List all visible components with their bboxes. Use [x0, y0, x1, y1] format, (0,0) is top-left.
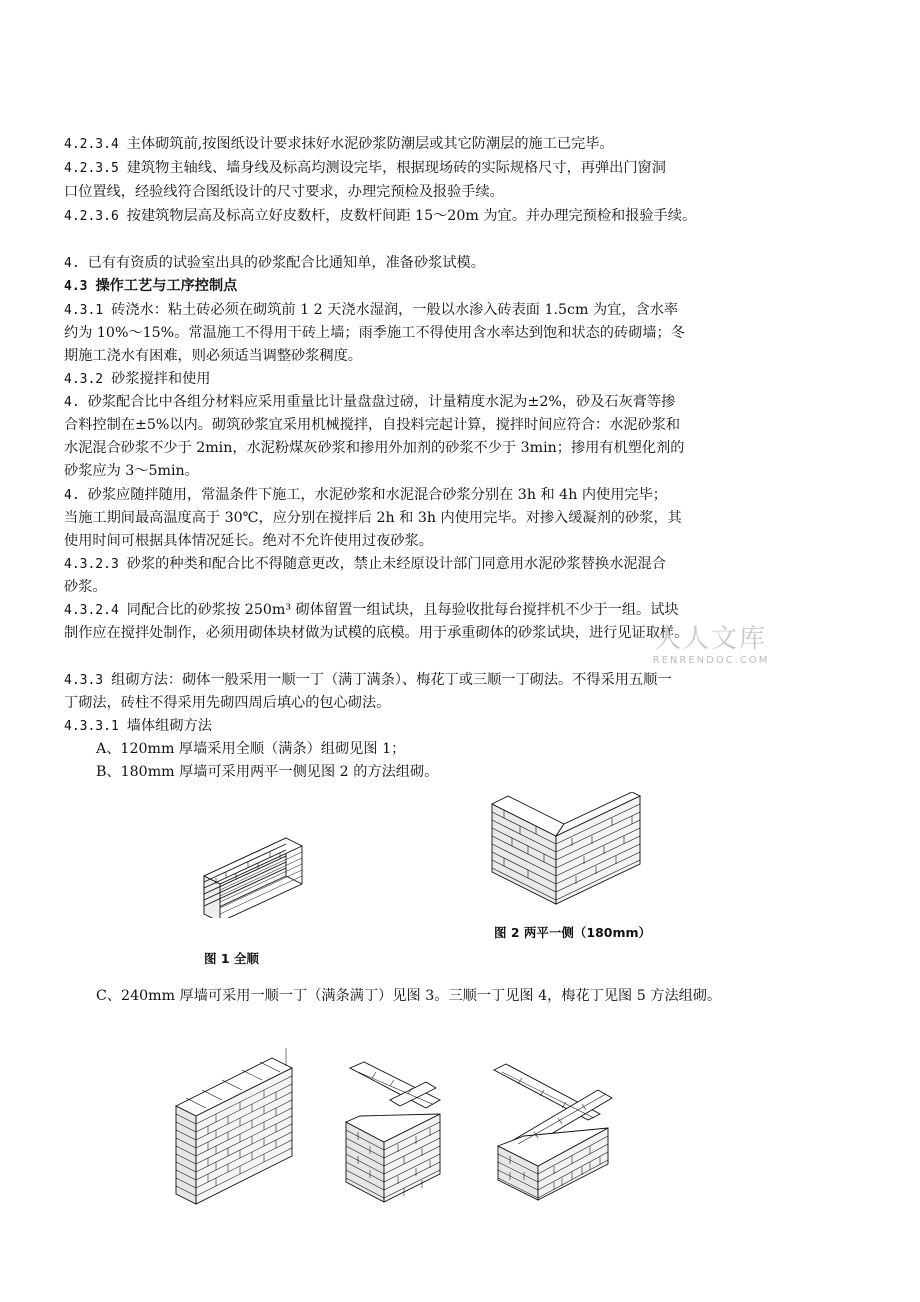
- para-mortar-ratio-notice: 4. 已有有资质的试验室出具的砂浆配合比通知单，准备砂浆试模。: [64, 255, 485, 271]
- para-4-3-1-cont2: 期施工浇水有困难，则必须适当调整砂浆稠度。: [64, 348, 362, 364]
- para-4-3-3-1: 4.3.3.1 墙体组砌方法: [64, 718, 212, 734]
- para-4-3-3-cont: 丁砌法，砖柱不得采用先砌四周后填心的包心砌法。: [64, 695, 391, 711]
- para-4-3-2-4-cont: 制作应在搅拌处制作，必须用砌体块材做为试模的底模。用于承重砌体的砂浆试块，进行见证取样。: [64, 625, 689, 641]
- para-4-3-1: 4.3.1 砖浇水：粘土砖必须在砌筑前 1 2 天浇水湿润，一般以水渗入砖表面 1.5cm 为宜，含水率: [64, 302, 679, 318]
- para-mortar-mix-cont3: 砂浆应为 3～5min。: [64, 463, 199, 479]
- figure-4-english-cross-bond: [340, 1058, 450, 1206]
- item-a-120mm: A、120mm 厚墙采用全顺（满条）组砌见图 1；: [96, 741, 406, 757]
- para-mortar-mix-cont1: 合料控制在±5%以内。砌筑砂浆宜采用机械搅拌，自投料完起计算，搅拌时间应符合：水泥砂浆和: [64, 417, 681, 433]
- para-mortar-use-cont1: 当施工期间最高温度高于 30℃，应分别在搅拌后 2h 和 3h 内使用完毕。对掺入缓凝剂的砂浆，其: [64, 510, 682, 526]
- para-4-2-3-6: 4.2.3.6 按建筑物层高及标高立好皮数杆，皮数杆间距 15～20m 为宜。并办理完预检和报验手续。: [64, 208, 697, 224]
- para-4-2-3-5: 4.2.3.5 建筑物主轴线、墙身线及标高均测设完毕，根据现场砖的实际规格尺寸，再弹出门窗洞: [64, 160, 666, 176]
- para-4-3-2: 4.3.2 砂浆搅拌和使用: [64, 371, 211, 387]
- para-4-3-3: 4.3.3 组砌方法：砌体一般采用一顺一丁（满丁满条）、梅花丁或三顺一丁砌法。不得采用五顺一: [64, 672, 672, 688]
- para-mortar-mix-cont2: 水泥混合砂浆不少于 2min，水泥粉煤灰砂浆和掺用外加剂的砂浆不少于 3min；掺用有机塑化剂的: [64, 440, 685, 456]
- watermark-logo: 人人文库 RENRENDOC.COM: [652, 624, 770, 666]
- figure-2-caption: 图 2 两平一侧（180mm）: [494, 925, 652, 940]
- item-c-240mm: C、240mm 厚墙可采用一顺一丁（满条满丁）见图 3。三顺一丁见图 4，梅花丁见图 5 方法组砌。: [96, 988, 722, 1004]
- para-4-2-3-5-cont: 口位置线，经验线符合图纸设计的尺寸要求，办理完预检及报验手续。: [64, 184, 504, 200]
- para-4-3-2-3-cont: 砂浆。: [64, 579, 107, 595]
- figure-2-two-flat-one-side: [488, 792, 648, 908]
- para-4-3-2-3: 4.3.2.3 砂浆的种类和配合比不得随意更改，禁止未经原设计部门同意用水泥砂浆替换水泥混合: [64, 556, 666, 572]
- para-4-3-2-4: 4.3.2.4 同配合比的砂浆按 250m³ 砌体留置一组试块，且每验收批每台搅拌机不少于一组。试块: [64, 602, 679, 618]
- figure-5-flemish-cross-bond: [488, 1056, 620, 1206]
- para-4-2-3-4: 4.2.3.4 主体砌筑前,按图纸设计要求抹好水泥砂浆防潮层或其它防潮层的施工已完毕。: [64, 136, 614, 152]
- item-b-180mm: B、180mm 厚墙可采用两平一侧见图 2 的方法组砌。: [96, 764, 439, 780]
- figure-3-flemish-bond-wall: [172, 1044, 298, 1208]
- para-4-3-1-cont1: 约为 10%～15%。常温施工不得用干砖上墙；雨季施工不得使用含水率达到饱和状态的砖砌墙；冬: [64, 325, 685, 341]
- para-mortar-mix: 4. 砂浆配合比中各组分材料应采用重量比计量盘盘过磅，计量精度水泥为±2%，砂及石灰膏等掺: [64, 394, 676, 410]
- figure-1-stretcher-wall: [196, 818, 308, 918]
- figure-1-caption: 图 1 全顺: [204, 951, 259, 966]
- para-mortar-use: 4. 砂浆应随拌随用，常温条件下施工，水泥砂浆和水泥混合砂浆分别在 3h 和 4h 内使用完毕；: [64, 487, 667, 503]
- para-mortar-use-cont2: 使用时间可根据具体情况延长。绝对不允许使用过夜砂浆。: [64, 533, 433, 549]
- section-heading-4-3: 4.3 操作工艺与工序控制点: [64, 278, 238, 294]
